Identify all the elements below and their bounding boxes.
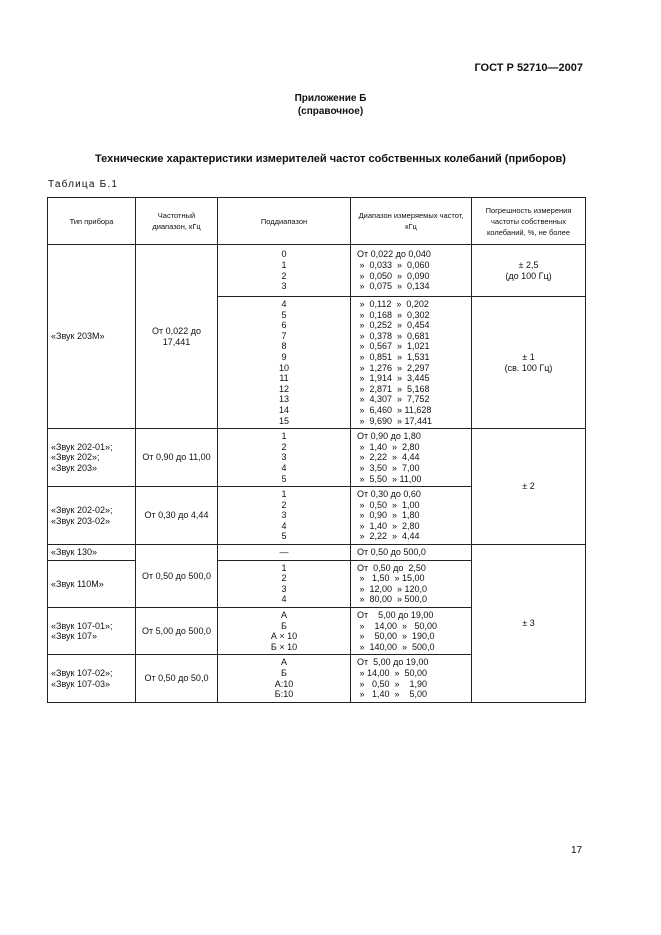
device-type-cell: «Звук 110М»	[48, 560, 136, 607]
header-subrange: Поддиапазон	[218, 198, 351, 245]
subrange-value: Б	[281, 620, 287, 631]
error-cell	[472, 297, 586, 429]
subrange-value: 2	[281, 270, 287, 281]
subrange-value: 1	[281, 489, 287, 500]
table-row	[48, 545, 586, 561]
error-cell: ± 2	[472, 429, 586, 545]
subrange-value: Б:10	[274, 689, 294, 700]
measured-range-value: От 0,50 до 2,50	[357, 562, 426, 573]
subrange-value: 5	[281, 531, 287, 542]
subrange-value: 6	[281, 320, 287, 331]
device-type-value: «Звук 203-02»	[51, 515, 110, 526]
measured-range-value: » 1,40 » 2,80	[357, 520, 420, 531]
measured-range-value: » 0,567 » 1,021	[357, 341, 430, 352]
page-number: 17	[571, 845, 583, 856]
appendix-title: Приложение Б	[294, 93, 367, 104]
subrange-cell	[218, 655, 351, 702]
measured-range-value: » 0,033 » 0,060	[357, 259, 430, 270]
error-value: ± 2,5	[518, 259, 539, 270]
measured-range-value: » 2,22 » 4,44	[357, 452, 420, 463]
error-note: (св. 100 Гц)	[504, 362, 553, 373]
measured-range-value: » 1,40 » 5,00	[357, 689, 428, 700]
measured-range-value: » 12,00 » 120,0	[357, 583, 428, 594]
subrange-value: 8	[281, 341, 287, 352]
appendix-heading	[0, 92, 661, 118]
device-type-value: «Звук 107-03»	[51, 678, 110, 689]
measured-range-value: » 1,914 » 3,445	[357, 373, 430, 384]
subrange-value: 4	[281, 594, 287, 605]
header-error: Погрешность измерения частоты собственных колебаний, %, не более	[472, 198, 586, 245]
measured-range-value: » 0,050 » 0,090	[357, 270, 430, 281]
subrange-value: 9	[281, 351, 287, 362]
device-type-value: «Звук 107-02»;	[51, 668, 113, 678]
subrange-value: 5	[281, 309, 287, 320]
measured-range-value: » 14,00 » 50,00	[357, 620, 438, 631]
subrange-value: 4	[281, 299, 287, 309]
subrange-value: 2	[281, 573, 287, 584]
measured-range-cell	[351, 297, 472, 429]
device-type-value: «Звук 202»;	[51, 452, 100, 463]
subrange-value: А:10	[274, 678, 294, 689]
subrange-value: 11	[279, 373, 289, 384]
measured-range-value: От 0,30 до 0,60	[357, 489, 421, 500]
error-cell	[472, 245, 586, 297]
measured-range-value: » 3,50 » 7,00	[357, 462, 420, 473]
subrange-value: 2	[281, 499, 287, 510]
measured-range-value: » 9,690 » 17,441	[357, 415, 433, 426]
measured-range-value: » 140,00 » 500,0	[357, 641, 435, 652]
measured-range-value: » 0,112 » 0,202	[357, 299, 429, 309]
measured-range-value: От 0,022 до 0,040	[357, 249, 431, 260]
header-measured-range: Диапазон измеряемых частот, кГц	[351, 198, 472, 245]
subrange-value: 3	[281, 510, 287, 521]
subrange-value: А × 10	[270, 631, 298, 642]
measured-range-value: » 1,276 » 2,297	[357, 362, 430, 373]
frequency-range-cell: От 0,30 до 4,44	[136, 487, 218, 545]
document-title: Технические характеристики измерителей частот собственных колебаний (приборов)	[95, 153, 566, 165]
device-type-value: «Звук 202-01»;	[51, 441, 113, 452]
measured-range-value: » 0,50 » 1,00	[357, 499, 420, 510]
measured-range-value: » 1,50 » 15,00	[357, 573, 425, 584]
error-cell: ± 3	[472, 545, 586, 703]
subrange-cell: —	[218, 545, 351, 561]
spec-table	[47, 197, 586, 703]
subrange-cell	[218, 487, 351, 545]
subrange-value: 1	[281, 562, 287, 573]
device-type-cell	[48, 429, 136, 487]
frequency-range-cell: От 0,90 до 11,00	[136, 429, 218, 487]
frequency-range-cell: От 5,00 до 500,0	[136, 608, 218, 655]
device-type-cell	[48, 655, 136, 702]
standard-code: ГОСТ Р 52710—2007	[474, 62, 583, 74]
measured-range-value: » 0,50 » 1,90	[357, 678, 428, 689]
subrange-value: 1	[281, 431, 287, 442]
table-label: Таблица Б.1	[48, 179, 119, 190]
measured-range-cell	[351, 245, 472, 297]
subrange-cell	[218, 608, 351, 655]
subrange-value: Б	[281, 668, 287, 678]
measured-range-cell	[351, 487, 472, 545]
subrange-value: А	[280, 657, 287, 668]
error-value: ± 1	[522, 351, 535, 362]
measured-range-value: » 80,00 » 500,0	[357, 594, 428, 605]
subrange-value: 4	[281, 520, 287, 531]
frequency-range-cell: От 0,022 до 17,441	[136, 245, 218, 429]
device-type-cell: «Звук 203М»	[48, 245, 136, 429]
measured-range-value: » 0,252 » 0,454	[357, 320, 430, 331]
appendix-note: (справочное)	[297, 106, 364, 117]
device-type-value: «Звук 107-01»;	[51, 620, 113, 631]
measured-range-value: » 2,22 » 4,44	[357, 531, 420, 542]
header-device-type: Тип прибора	[48, 198, 136, 245]
subrange-value: 0	[281, 249, 287, 260]
measured-range-value: » 0,378 » 0,681	[357, 330, 430, 341]
header-frequency-range: Частотный диапазон, кГц	[136, 198, 218, 245]
measured-range-cell	[351, 560, 472, 607]
measured-range-value: » 0,168 » 0,302	[357, 309, 430, 320]
frequency-range-cell: От 0,50 до 500,0	[136, 545, 218, 608]
subrange-value: 5	[281, 473, 287, 484]
measured-range-cell: От 0,50 до 500,0	[351, 545, 472, 561]
device-type-cell	[48, 487, 136, 545]
subrange-cell	[218, 429, 351, 487]
subrange-cell	[218, 297, 351, 429]
measured-range-value: » 0,075 » 0,134	[357, 281, 430, 292]
subrange-value: 15	[278, 415, 289, 426]
subrange-cell	[218, 245, 351, 297]
subrange-cell	[218, 560, 351, 607]
measured-range-value: От 5,00 до 19,00	[357, 610, 434, 621]
subrange-value: 3	[281, 452, 287, 463]
measured-range-value: От 0,90 до 1,80	[357, 431, 421, 442]
device-type-cell	[48, 608, 136, 655]
subrange-value: 10	[278, 362, 289, 373]
subrange-value: 14	[278, 404, 289, 415]
subrange-value: А	[280, 610, 287, 621]
measured-range-value: » 1,40 » 2,80	[357, 441, 420, 452]
table-row	[48, 245, 586, 297]
subrange-value: 1	[281, 259, 287, 270]
device-type-cell: «Звук 130»	[48, 545, 136, 561]
measured-range-value: » 14,00 » 50,00	[357, 668, 428, 678]
measured-range-value: » 0,851 » 1,531	[357, 351, 430, 362]
measured-range-value: » 50,00 » 190,0	[357, 631, 435, 642]
device-type-value: «Звук 107»	[51, 631, 97, 642]
subrange-value: 12	[278, 383, 289, 394]
measured-range-value: » 4,307 » 7,752	[357, 394, 430, 405]
measured-range-value: » 6,460 » 11,628	[357, 404, 432, 415]
error-note: (до 100 Гц)	[505, 270, 552, 281]
frequency-range-cell: От 0,50 до 50,0	[136, 655, 218, 702]
subrange-value: 13	[278, 394, 289, 405]
table-row	[48, 429, 586, 487]
measured-range-cell	[351, 429, 472, 487]
measured-range-value: » 0,90 » 1,80	[357, 510, 420, 521]
device-type-value: «Звук 203»	[51, 462, 97, 473]
subrange-value: 2	[281, 441, 287, 452]
measured-range-value: » 5,50 » 11,00	[357, 473, 422, 484]
subrange-value: 4	[281, 462, 287, 473]
measured-range-cell	[351, 608, 472, 655]
subrange-value: Б × 10	[270, 641, 298, 652]
table-header-row	[48, 198, 586, 245]
subrange-value: 7	[281, 330, 287, 341]
device-type-value: «Звук 202-02»;	[51, 504, 113, 515]
measured-range-value: От 5,00 до 19,00	[357, 657, 429, 668]
measured-range-cell	[351, 655, 472, 702]
measured-range-value: » 2,871 » 5,168	[357, 383, 430, 394]
subrange-value: 3	[281, 583, 287, 594]
subrange-value: 3	[281, 281, 287, 292]
